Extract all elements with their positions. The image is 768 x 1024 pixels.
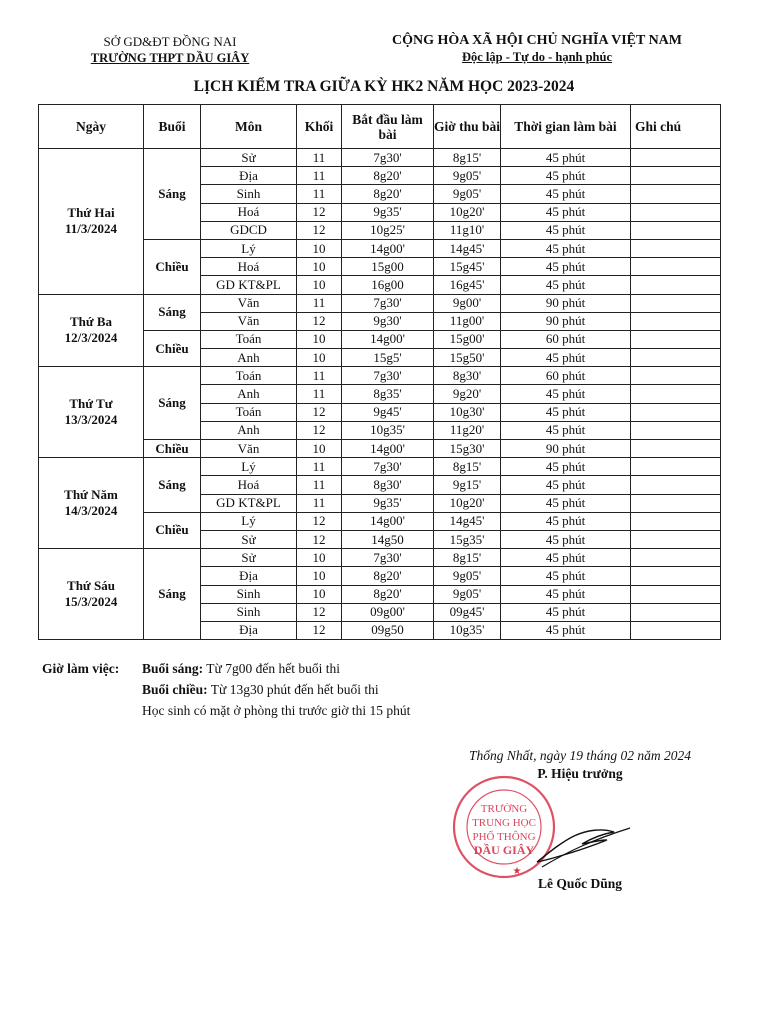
subject-cell: Lý	[201, 239, 297, 257]
note-cell	[631, 494, 721, 512]
afternoon-text: Từ 13g30 phút đến hết buổi thi	[210, 682, 379, 697]
session-cell: Sáng	[144, 367, 201, 440]
start-time-cell: 10g25'	[342, 221, 434, 239]
note-cell	[631, 585, 721, 603]
end-time-cell: 10g20'	[434, 494, 501, 512]
table-row	[39, 294, 721, 312]
note-cell	[631, 476, 721, 494]
grade-cell: 11	[297, 167, 342, 185]
grade-cell: 10	[297, 349, 342, 367]
duration-cell: 45 phút	[501, 385, 631, 403]
arrival-note: Học sinh có mặt ở phòng thi trước giờ thi 15 phút	[142, 703, 411, 718]
duration-cell: 60 phút	[501, 367, 631, 385]
duration-cell: 45 phút	[501, 276, 631, 294]
end-time-cell: 14g45'	[434, 512, 501, 530]
table-row	[39, 367, 721, 385]
day-name: Thứ Ba	[69, 314, 113, 330]
sign-position: P. Hiệu trưởng	[537, 766, 623, 781]
national-motto: Độc lập - Tự do - hạnh phúc	[461, 50, 613, 64]
day-date: 12/3/2024	[64, 330, 118, 346]
table-row	[39, 458, 721, 476]
subject-cell: Địa	[201, 167, 297, 185]
day-date: 14/3/2024	[64, 503, 118, 519]
end-time-cell: 8g15'	[434, 458, 501, 476]
subject-cell: Hoá	[201, 258, 297, 276]
start-time-cell: 8g20'	[342, 567, 434, 585]
grade-cell: 12	[297, 203, 342, 221]
note-cell	[631, 530, 721, 548]
subject-cell: Hoá	[201, 476, 297, 494]
end-time-cell: 9g20'	[434, 385, 501, 403]
sign-date: Thống Nhất, ngày 19 tháng 02 năm 2024	[468, 748, 691, 763]
morning-text: Từ 7g00 đến hết buổi thi	[206, 661, 340, 676]
end-time-cell: 9g05'	[434, 167, 501, 185]
end-time-cell: 10g20'	[434, 203, 501, 221]
page-title: LỊCH KIỂM TRA GIỮA KỲ HK2 NĂM HỌC 2023-2024	[193, 78, 575, 95]
start-time-cell: 9g45'	[342, 403, 434, 421]
start-time-cell: 7g30'	[342, 367, 434, 385]
start-time-cell: 16g00	[342, 276, 434, 294]
start-time-cell: 7g30'	[342, 458, 434, 476]
start-time-cell: 15g00	[342, 258, 434, 276]
table-body	[39, 149, 721, 640]
col-header-duration: Thời gian làm bài	[501, 105, 631, 149]
duration-cell: 45 phút	[501, 549, 631, 567]
session-cell: Chiều	[144, 440, 201, 458]
note-cell	[631, 203, 721, 221]
afternoon-label: Buổi chiều:	[142, 682, 208, 697]
subject-cell: Hoá	[201, 203, 297, 221]
start-time-cell: 14g00'	[342, 239, 434, 257]
svg-text:TRƯỜNG: TRƯỜNG	[480, 803, 528, 815]
duration-cell: 45 phút	[501, 458, 631, 476]
start-time-cell: 8g20'	[342, 185, 434, 203]
grade-cell: 12	[297, 403, 342, 421]
subject-cell: Sinh	[201, 185, 297, 203]
day-name: Thứ Sáu	[67, 578, 115, 594]
subject-cell: GDCD	[201, 221, 297, 239]
duration-cell: 45 phút	[501, 512, 631, 530]
note-cell	[631, 167, 721, 185]
table-row	[39, 549, 721, 567]
end-time-cell: 15g35'	[434, 530, 501, 548]
grade-cell: 12	[297, 421, 342, 439]
subject-cell: Toán	[201, 330, 297, 348]
exam-schedule-table	[38, 104, 721, 640]
grade-cell: 12	[297, 530, 342, 548]
grade-cell: 11	[297, 458, 342, 476]
end-time-cell: 15g30'	[434, 440, 501, 458]
session-cell: Chiều	[144, 239, 201, 294]
end-time-cell: 11g00'	[434, 312, 501, 330]
duration-cell: 45 phút	[501, 239, 631, 257]
grade-cell: 12	[297, 603, 342, 621]
day-cell	[39, 458, 144, 549]
note-cell	[631, 421, 721, 439]
grade-cell: 10	[297, 567, 342, 585]
end-time-cell: 9g15'	[434, 476, 501, 494]
school-stamp-icon	[442, 772, 662, 882]
grade-cell: 11	[297, 476, 342, 494]
day-date: 15/3/2024	[64, 594, 118, 610]
svg-text:★: ★	[512, 866, 522, 877]
subject-cell: Địa	[201, 567, 297, 585]
duration-cell: 45 phút	[501, 476, 631, 494]
note-cell	[631, 258, 721, 276]
note-cell	[631, 440, 721, 458]
start-time-cell: 8g35'	[342, 385, 434, 403]
end-time-cell: 15g45'	[434, 258, 501, 276]
start-time-cell: 09g00'	[342, 603, 434, 621]
end-time-cell: 9g05'	[434, 185, 501, 203]
end-time-cell: 11g20'	[434, 421, 501, 439]
grade-cell: 11	[297, 294, 342, 312]
end-time-cell: 14g45'	[434, 239, 501, 257]
morning-label: Buổi sáng:	[142, 661, 204, 676]
start-time-cell: 8g20'	[342, 167, 434, 185]
start-time-cell: 14g00'	[342, 512, 434, 530]
grade-cell: 10	[297, 549, 342, 567]
col-header-day: Ngày	[39, 105, 144, 149]
duration-cell: 45 phút	[501, 167, 631, 185]
svg-text:PHỔ THÔNG: PHỔ THÔNG	[472, 831, 536, 843]
end-time-cell: 09g45'	[434, 603, 501, 621]
duration-cell: 45 phút	[501, 567, 631, 585]
note-cell	[631, 221, 721, 239]
grade-cell: 10	[297, 276, 342, 294]
start-time-cell: 7g30'	[342, 549, 434, 567]
grade-cell: 10	[297, 330, 342, 348]
start-time-cell: 7g30'	[342, 149, 434, 167]
duration-cell: 45 phút	[501, 585, 631, 603]
duration-cell: 90 phút	[501, 294, 631, 312]
subject-cell: Sinh	[201, 603, 297, 621]
duration-cell: 45 phút	[501, 603, 631, 621]
start-time-cell: 9g35'	[342, 494, 434, 512]
grade-cell: 10	[297, 440, 342, 458]
school-name: TRƯỜNG THPT DẦU GIÂY	[90, 51, 250, 65]
grade-cell: 10	[297, 258, 342, 276]
note-cell	[631, 403, 721, 421]
grade-cell: 11	[297, 149, 342, 167]
day-cell	[39, 294, 144, 367]
subject-cell: Anh	[201, 421, 297, 439]
duration-cell: 45 phút	[501, 258, 631, 276]
duration-cell: 45 phút	[501, 621, 631, 639]
start-time-cell: 10g35'	[342, 421, 434, 439]
grade-cell: 12	[297, 312, 342, 330]
notes-section	[42, 658, 410, 721]
col-header-notes: Ghi chú	[631, 105, 721, 149]
subject-cell: Anh	[201, 385, 297, 403]
end-time-cell: 9g05'	[434, 585, 501, 603]
note-cell	[631, 512, 721, 530]
department-name: SỞ GD&ĐT ĐỒNG NAI	[103, 34, 237, 49]
subject-cell: Toán	[201, 403, 297, 421]
duration-cell: 45 phút	[501, 349, 631, 367]
subject-cell: Sử	[201, 549, 297, 567]
duration-cell: 45 phút	[501, 185, 631, 203]
grade-cell: 11	[297, 385, 342, 403]
notes-label: Giờ làm việc:	[42, 661, 120, 676]
note-cell	[631, 276, 721, 294]
session-cell: Sáng	[144, 294, 201, 330]
col-header-session: Buổi	[144, 105, 201, 149]
start-time-cell: 8g30'	[342, 476, 434, 494]
note-cell	[631, 312, 721, 330]
subject-cell: Anh	[201, 349, 297, 367]
grade-cell: 11	[297, 367, 342, 385]
start-time-cell: 9g35'	[342, 203, 434, 221]
end-time-cell: 11g10'	[434, 221, 501, 239]
start-time-cell: 14g00'	[342, 330, 434, 348]
session-cell: Sáng	[144, 549, 201, 640]
note-cell	[631, 185, 721, 203]
start-time-cell: 09g50	[342, 621, 434, 639]
subject-cell: Văn	[201, 440, 297, 458]
end-time-cell: 8g30'	[434, 367, 501, 385]
session-cell: Sáng	[144, 149, 201, 240]
end-time-cell: 15g00'	[434, 330, 501, 348]
start-time-cell: 8g20'	[342, 585, 434, 603]
start-time-cell: 14g50	[342, 530, 434, 548]
col-header-subject: Môn	[201, 105, 297, 149]
subject-cell: Sử	[201, 530, 297, 548]
subject-cell: Văn	[201, 294, 297, 312]
day-cell	[39, 149, 144, 295]
school-header	[70, 34, 270, 66]
duration-cell: 45 phút	[501, 149, 631, 167]
duration-cell: 90 phút	[501, 440, 631, 458]
subject-cell: Văn	[201, 312, 297, 330]
end-time-cell: 9g00'	[434, 294, 501, 312]
end-time-cell: 8g15'	[434, 149, 501, 167]
note-cell	[631, 367, 721, 385]
subject-cell: Địa	[201, 621, 297, 639]
session-cell: Chiều	[144, 330, 201, 366]
table-row	[39, 149, 721, 167]
subject-cell: GD KT&PL	[201, 276, 297, 294]
svg-text:TRUNG HỌC: TRUNG HỌC	[472, 817, 536, 829]
end-time-cell: 16g45'	[434, 276, 501, 294]
subject-cell: Lý	[201, 512, 297, 530]
day-name: Thứ Năm	[64, 487, 118, 503]
duration-cell: 60 phút	[501, 330, 631, 348]
subject-cell: Lý	[201, 458, 297, 476]
duration-cell: 45 phút	[501, 403, 631, 421]
grade-cell: 10	[297, 585, 342, 603]
national-title: CỘNG HÒA XÃ HỘI CHỦ NGHĨA VIỆT NAM	[391, 33, 682, 48]
day-date: 11/3/2024	[64, 221, 117, 237]
subject-cell: Toán	[201, 367, 297, 385]
col-header-end: Giờ thu bài	[434, 105, 501, 149]
end-time-cell: 10g30'	[434, 403, 501, 421]
note-cell	[631, 603, 721, 621]
grade-cell: 12	[297, 512, 342, 530]
day-date: 13/3/2024	[64, 412, 118, 428]
signer-name: Lê Quốc Dũng	[538, 876, 623, 891]
start-time-cell: 7g30'	[342, 294, 434, 312]
duration-cell: 45 phút	[501, 203, 631, 221]
col-header-start: Bắt đầu làm bài	[342, 105, 434, 149]
grade-cell: 12	[297, 221, 342, 239]
start-time-cell: 14g00'	[342, 440, 434, 458]
duration-cell: 45 phút	[501, 494, 631, 512]
end-time-cell: 8g15'	[434, 549, 501, 567]
grade-cell: 12	[297, 621, 342, 639]
start-time-cell: 9g30'	[342, 312, 434, 330]
end-time-cell: 15g50'	[434, 349, 501, 367]
end-time-cell: 9g05'	[434, 567, 501, 585]
subject-cell: GD KT&PL	[201, 494, 297, 512]
note-cell	[631, 549, 721, 567]
subject-cell: Sinh	[201, 585, 297, 603]
svg-text:DẦU GIÂY: DẦU GIÂY	[473, 843, 535, 857]
session-cell: Sáng	[144, 458, 201, 513]
duration-cell: 90 phút	[501, 312, 631, 330]
duration-cell: 45 phút	[501, 530, 631, 548]
session-cell: Chiều	[144, 512, 201, 548]
day-cell	[39, 549, 144, 640]
note-cell	[631, 330, 721, 348]
duration-cell: 45 phút	[501, 421, 631, 439]
note-cell	[631, 458, 721, 476]
start-time-cell: 15g5'	[342, 349, 434, 367]
duration-cell: 45 phút	[501, 221, 631, 239]
grade-cell: 10	[297, 239, 342, 257]
end-time-cell: 10g35'	[434, 621, 501, 639]
day-name: Thứ Hai	[67, 205, 115, 221]
table-header-row	[39, 105, 721, 149]
national-header	[372, 32, 702, 65]
note-cell	[631, 349, 721, 367]
col-header-grade: Khối	[297, 105, 342, 149]
note-cell	[631, 385, 721, 403]
note-cell	[631, 294, 721, 312]
note-cell	[631, 149, 721, 167]
grade-cell: 11	[297, 494, 342, 512]
grade-cell: 11	[297, 185, 342, 203]
note-cell	[631, 621, 721, 639]
day-name: Thứ Tư	[69, 396, 113, 412]
subject-cell: Sử	[201, 149, 297, 167]
day-cell	[39, 367, 144, 458]
note-cell	[631, 567, 721, 585]
note-cell	[631, 239, 721, 257]
